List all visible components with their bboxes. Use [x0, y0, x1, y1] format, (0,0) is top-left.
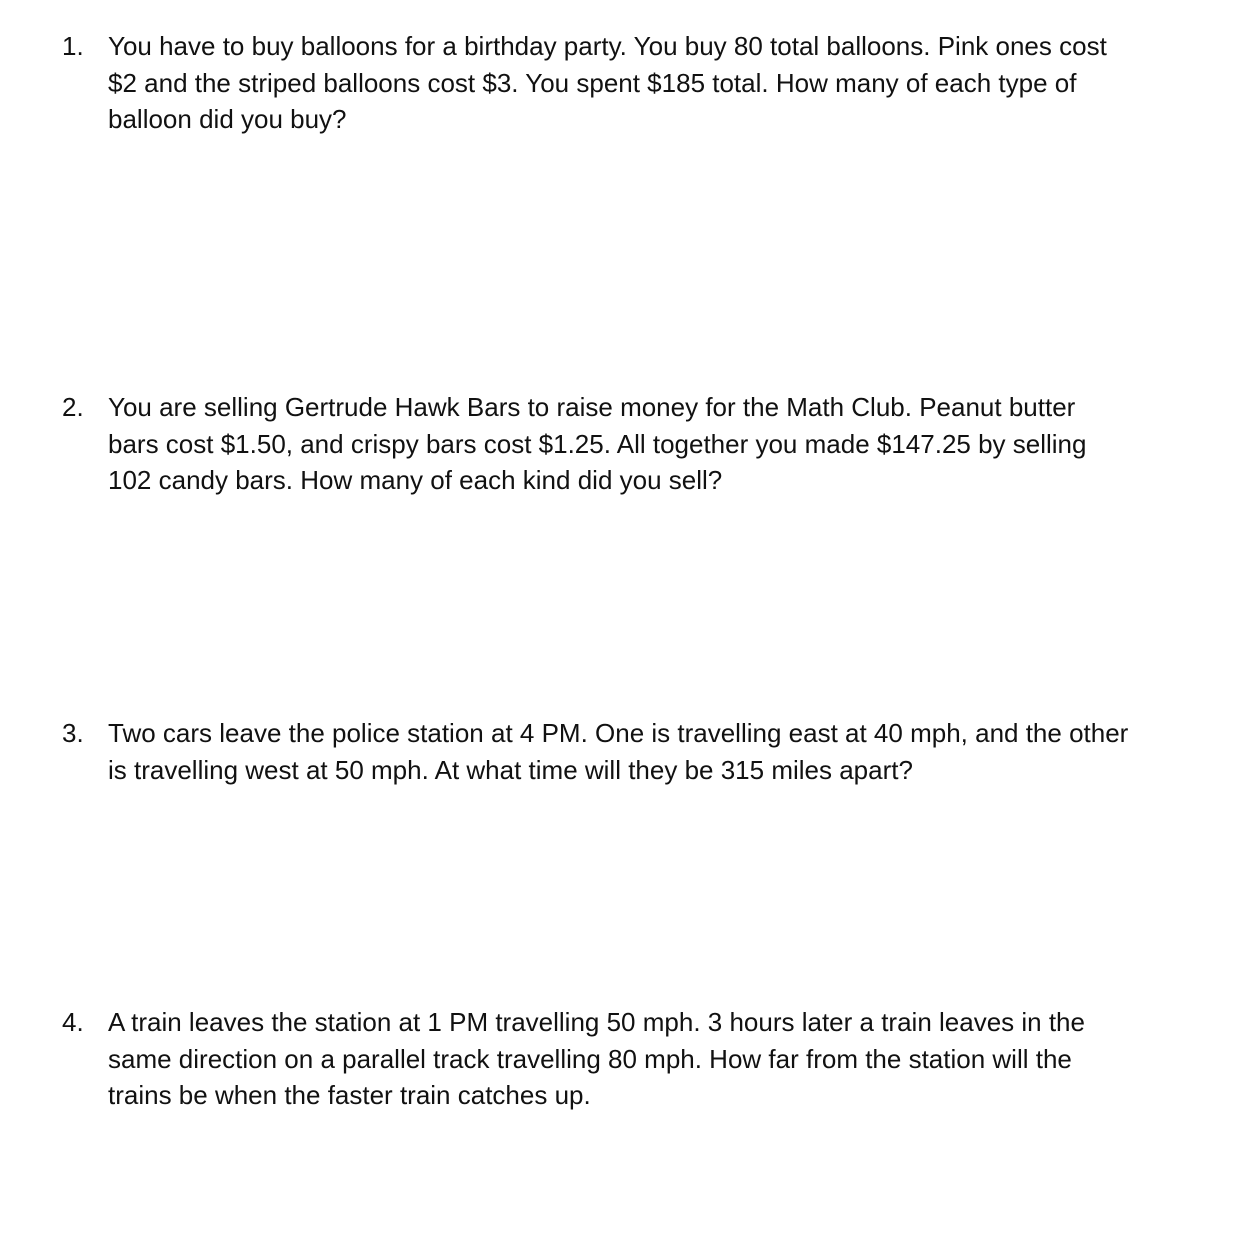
problem-3 [62, 715, 1202, 788]
problem-3-number: 3. [62, 718, 84, 748]
problem-3-text: Two cars leave the police station at 4 PM. One is travelling east at 40 mph, and the other is travelling west at 50 mph. At what time will they be 315 miles apart? [108, 718, 1129, 785]
problem-2 [62, 389, 1202, 499]
problem-2-text: You are selling Gertrude Hawk Bars to raise money for the Math Club. Peanut butter bars cost $1.50, and crispy bars cost $1.25. All together you made $147.25 by selling 102 candy bars. How many of each kind did you sell? [108, 392, 1087, 495]
problem-4-number: 4. [62, 1007, 84, 1037]
problem-1-text: You have to buy balloons for a birthday party. You buy 80 total balloons. Pink ones cost $2 and the striped balloons cost $3. You spent $185 total. How many of each type of balloon did you buy? [108, 31, 1107, 134]
problem-4 [62, 1004, 1202, 1114]
problem-4-text: A train leaves the station at 1 PM travelling 50 mph. 3 hours later a train leaves in the same direction on a parallel track travelling 80 mph. How far from the station will the trains be when the faster train catches up. [108, 1007, 1085, 1110]
problem-2-number: 2. [62, 392, 84, 422]
problem-1-number: 1. [62, 31, 84, 61]
problem-1 [62, 28, 1202, 138]
